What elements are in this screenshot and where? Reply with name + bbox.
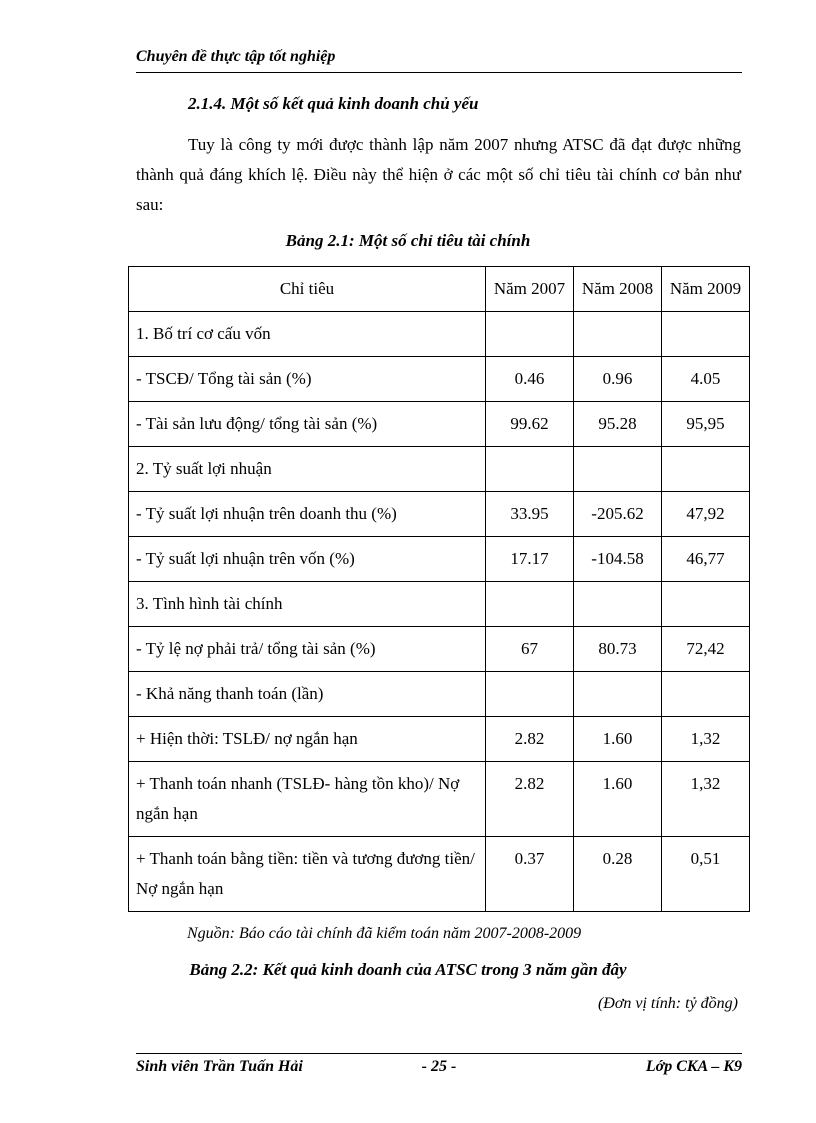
footer-divider [136,1053,742,1054]
value-2009-cell: 0,51 [662,837,750,912]
value-2009-cell [662,447,750,492]
footer-page-number: - 25 - [421,1058,457,1075]
value-2008-cell: 80.73 [574,627,662,672]
indicator-cell: + Thanh toán bằng tiền: tiền và tương đương tiền/ Nợ ngắn hạn [129,837,486,912]
indicator-cell: + Thanh toán nhanh (TSLĐ- hàng tồn kho)/ Nợ ngắn hạn [129,762,486,837]
table-row [129,672,750,717]
indicator-cell: - Tỷ suất lợi nhuận trên vốn (%) [129,537,486,582]
indicator-cell: - Khả năng thanh toán (lần) [129,672,486,717]
value-2009-cell [662,582,750,627]
value-2008-cell: 0.28 [574,837,662,912]
column-header-indicator: Chỉ tiêu [129,267,486,312]
value-2008-cell: 1.60 [574,717,662,762]
value-2007-cell: 0.37 [486,837,574,912]
footer-class: Lớp CKA – K9 [645,1058,742,1075]
table-row [129,312,750,357]
value-2007-cell [486,582,574,627]
value-2008-cell: 0.96 [574,357,662,402]
value-2009-cell: 1,32 [662,717,750,762]
table2-caption [0,960,816,980]
value-2009-cell [662,312,750,357]
indicator-cell: - Tỷ lệ nợ phải trả/ tổng tài sản (%) [129,627,486,672]
header-divider [136,72,742,73]
indicator-cell: + Hiện thời: TSLĐ/ nợ ngắn hạn [129,717,486,762]
value-2009-cell: 1,32 [662,762,750,837]
value-2008-cell: 1.60 [574,762,662,837]
page-header: Chuyên đề thực tập tốt nghiệp [136,48,336,65]
table-row [129,837,750,912]
table-row [129,717,750,762]
value-2007-cell: 33.95 [486,492,574,537]
table2-unit: (Đơn vị tính: tỷ đồng) [597,995,738,1012]
table1-caption-text: : Một số chỉ tiêu tài chính [348,231,531,250]
value-2008-cell [574,672,662,717]
value-2009-cell: 95,95 [662,402,750,447]
indicator-cell: 3. Tình hình tài chính [129,582,486,627]
table-header-row [129,267,750,312]
value-2008-cell: -205.62 [574,492,662,537]
value-2008-cell: -104.58 [574,537,662,582]
value-2007-cell: 2.82 [486,717,574,762]
value-2008-cell [574,582,662,627]
table-body [129,312,750,912]
table1-caption-prefix: Bảng 2.1 [285,231,349,250]
value-2007-cell: 99.62 [486,402,574,447]
indicator-cell: - TSCĐ/ Tổng tài sản (%) [129,357,486,402]
value-2008-cell [574,312,662,357]
table-row [129,492,750,537]
column-header-2007: Năm 2007 [486,267,574,312]
value-2007-cell: 17.17 [486,537,574,582]
value-2007-cell [486,672,574,717]
financial-indicators-table [128,266,750,912]
column-header-2008: Năm 2008 [574,267,662,312]
value-2008-cell: 95.28 [574,402,662,447]
table1-caption [0,231,816,251]
value-2007-cell: 0.46 [486,357,574,402]
value-2009-cell: 46,77 [662,537,750,582]
indicator-cell: - Tỷ suất lợi nhuận trên doanh thu (%) [129,492,486,537]
table-row [129,762,750,837]
value-2007-cell [486,312,574,357]
table1-source: Nguồn: Báo cáo tài chính đã kiểm toán năm 2007-2008-2009 [187,925,582,942]
indicator-cell: 1. Bố trí cơ cấu vốn [129,312,486,357]
table-row [129,582,750,627]
indicator-cell: 2. Tỷ suất lợi nhuận [129,447,486,492]
value-2009-cell: 72,42 [662,627,750,672]
value-2007-cell [486,447,574,492]
table-row [129,537,750,582]
table-row [129,357,750,402]
value-2007-cell: 67 [486,627,574,672]
indicator-cell: - Tài sản lưu động/ tổng tài sản (%) [129,402,486,447]
value-2009-cell [662,672,750,717]
value-2008-cell [574,447,662,492]
footer-student: Sinh viên Trần Tuấn Hải [136,1058,303,1075]
value-2007-cell: 2.82 [486,762,574,837]
table-row [129,447,750,492]
table2-caption-text: : Kết quả kinh doanh của ATSC trong 3 năm gần đây [252,960,627,979]
value-2009-cell: 47,92 [662,492,750,537]
table-row [129,627,750,672]
table2-caption-prefix: Bảng 2.2 [189,960,253,979]
section-title: 2.1.4. Một số kết quả kinh doanh chủ yếu [188,94,479,113]
table-row [129,402,750,447]
value-2009-cell: 4.05 [662,357,750,402]
column-header-2009: Năm 2009 [662,267,750,312]
intro-paragraph: Tuy là công ty mới được thành lập năm 2007 nhưng ATSC đã đạt được những thành quả đáng khích lệ. Điều này thể hiện ở các một số chỉ tiêu tài chính cơ bản như sau: [136,135,741,214]
